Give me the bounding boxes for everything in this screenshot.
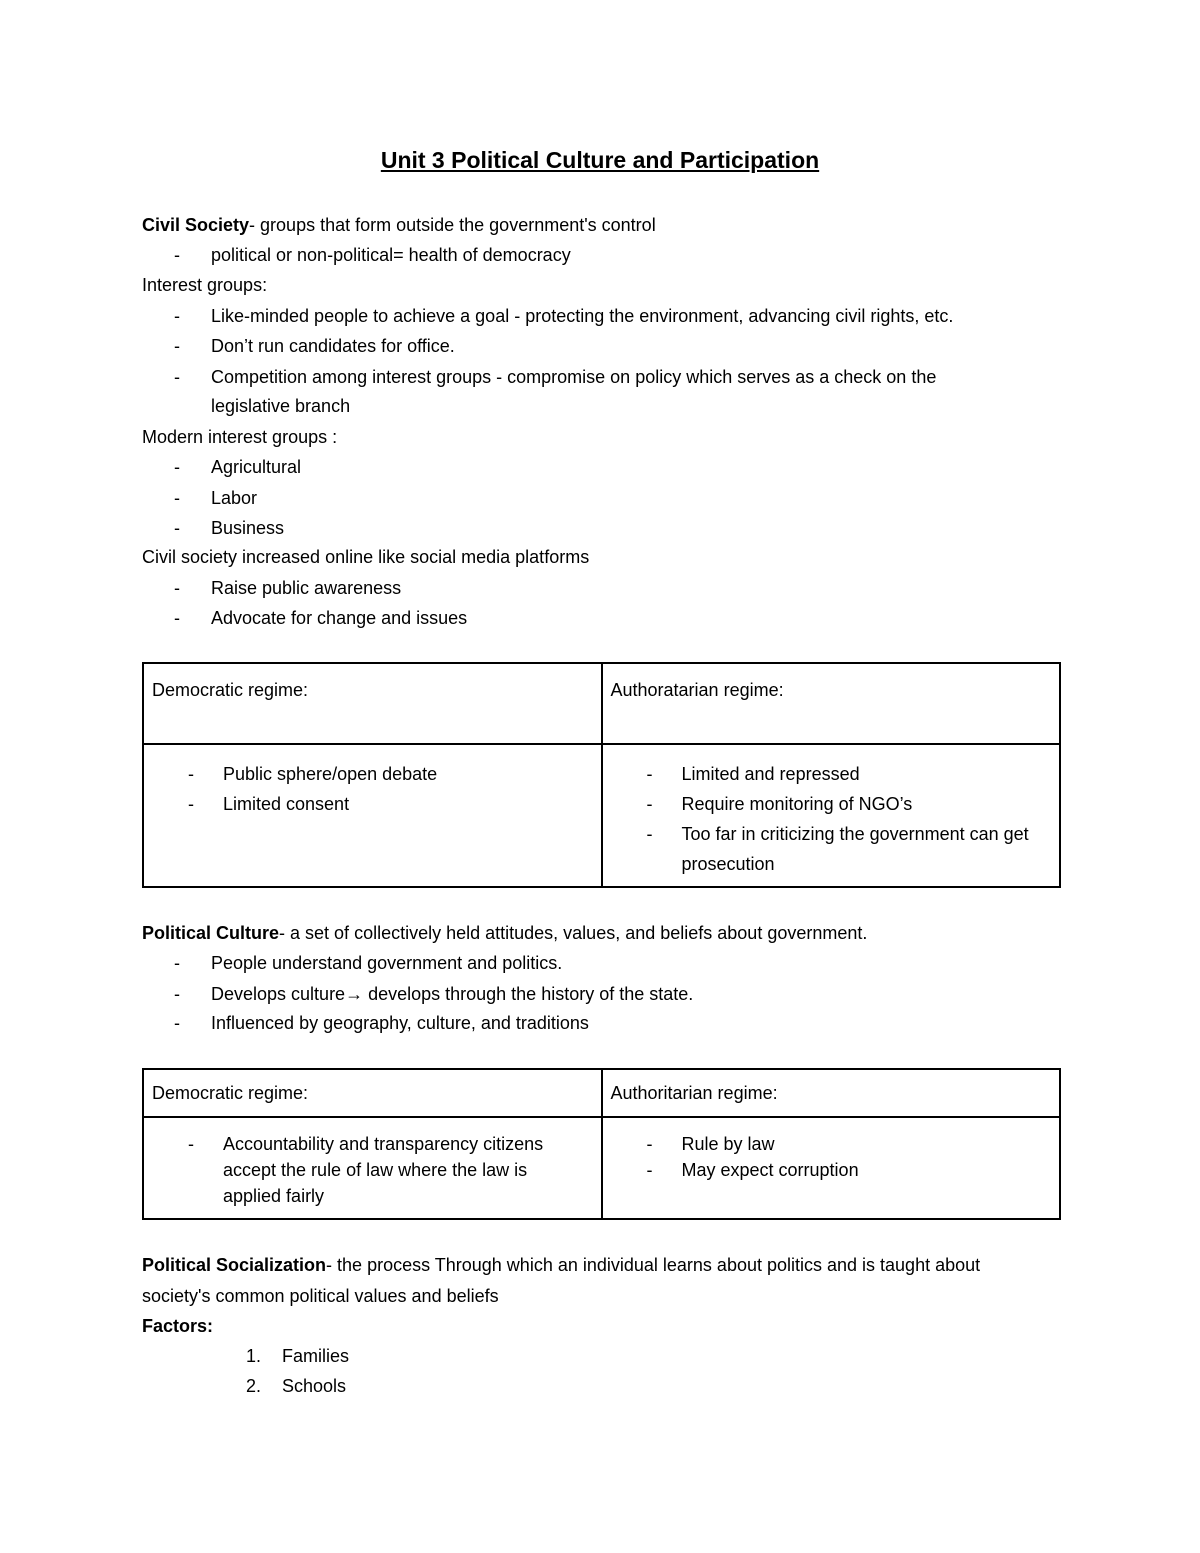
table-cell bbox=[602, 744, 1061, 887]
socialization-continuation: society's common political values and beliefs bbox=[142, 1286, 499, 1306]
factors-label: Factors: bbox=[142, 1316, 214, 1336]
list-item: - Limited and repressed bbox=[646, 764, 860, 784]
modern-groups-item: - Labor bbox=[174, 488, 258, 508]
online-heading: Civil society increased online like social media platforms bbox=[142, 547, 590, 567]
modern-groups-heading: Modern interest groups : bbox=[142, 427, 338, 447]
socialization-definition: Political Socialization- the process Through which an individual learns about politics and is taught about bbox=[142, 1255, 981, 1275]
modern-groups-item: - Agricultural bbox=[174, 457, 302, 477]
page-title: Unit 3 Political Culture and Participation bbox=[380, 147, 820, 173]
online-item: - Raise public awareness bbox=[174, 578, 402, 598]
list-item: - Rule by law bbox=[646, 1134, 775, 1154]
list-item: - Public sphere/open debate bbox=[188, 764, 438, 784]
political-culture-item: - People understand government and politics. bbox=[174, 953, 563, 973]
factor-item: 1. Families bbox=[246, 1346, 350, 1366]
political-culture-item: - Develops culture→ develops through the history of the state. bbox=[174, 984, 694, 1004]
table-header-cell: Authoritarian regime: bbox=[602, 1069, 1061, 1117]
list-item: - May expect corruption bbox=[646, 1160, 859, 1180]
interest-groups-continuation: legislative branch bbox=[211, 396, 351, 416]
table-header-cell: Democratic regime: bbox=[143, 663, 602, 744]
list-item: - Accountability and transparency citizens accept the rule of law where the law is applied fairly bbox=[188, 1134, 544, 1206]
civil-society-bullet: - political or non-political= health of democracy bbox=[174, 245, 571, 265]
list-item: - Limited consent bbox=[188, 794, 350, 814]
factor-item: 2. Schools bbox=[246, 1376, 347, 1396]
civil-society-regime-table bbox=[142, 662, 1061, 888]
online-item: - Advocate for change and issues bbox=[174, 608, 468, 628]
political-culture-item: - Influenced by geography, culture, and traditions bbox=[174, 1013, 589, 1033]
modern-groups-item: - Business bbox=[174, 518, 285, 538]
political-culture-regime-table bbox=[142, 1068, 1061, 1220]
table-cell bbox=[602, 1117, 1061, 1219]
interest-groups-item: - Like-minded people to achieve a goal - protecting the environment, advancing civil rights, etc. bbox=[174, 306, 954, 326]
political-culture-definition: Political Culture- a set of collectively held attitudes, values, and beliefs about government. bbox=[142, 923, 868, 943]
table-cell bbox=[143, 744, 602, 887]
interest-groups-item: - Competition among interest groups - compromise on policy which serves as a check on the bbox=[174, 367, 937, 387]
interest-groups-item: - Don’t run candidates for office. bbox=[174, 336, 455, 356]
civil-society-definition: Civil Society- groups that form outside the government's control bbox=[142, 215, 656, 235]
list-item: - Too far in criticizing the government can get prosecution bbox=[646, 824, 1029, 874]
interest-groups-heading: Interest groups: bbox=[142, 275, 268, 295]
list-item: - Require monitoring of NGO’s bbox=[646, 794, 913, 814]
table-header-cell: Authoratarian regime: bbox=[602, 663, 1061, 744]
table-header-cell: Democratic regime: bbox=[143, 1069, 602, 1117]
table-cell bbox=[143, 1117, 602, 1219]
